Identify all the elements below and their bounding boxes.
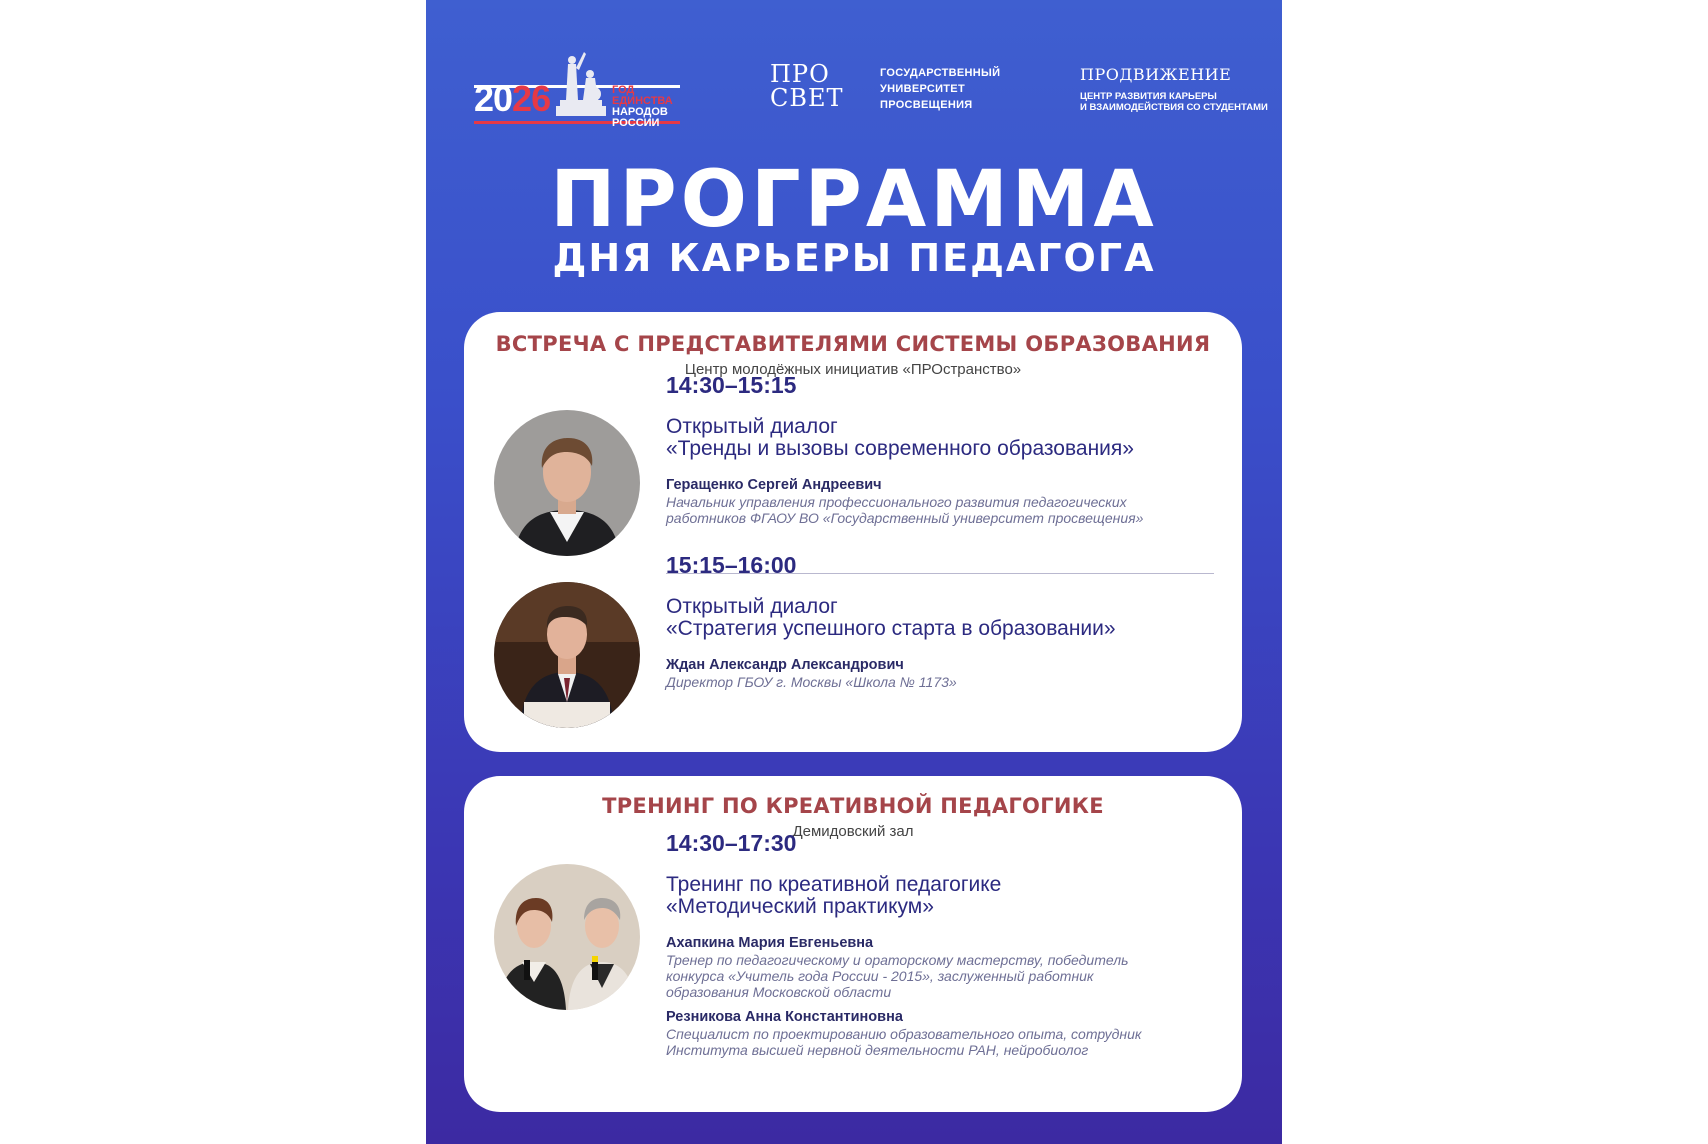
section-location: Демидовский зал [792, 823, 914, 840]
speakers-photo-training [494, 864, 640, 1010]
speaker-name: Геращенко Сергей Андреевич [666, 477, 882, 493]
training-session [666, 806, 1222, 1058]
speaker-role: Тренер по педагогическому и ораторскому мастерству, победитель конкурса «Учитель года России - 2015», заслуженный работник образования Московской области [666, 952, 1129, 1000]
session-title: Тренинг по креативной педагогике «Методический практикум» [666, 873, 1002, 918]
session-time: 14:30–17:30 [666, 830, 797, 856]
session-title: Открытый диалог «Стратегия успешного старта в образовании» [666, 595, 1116, 640]
speaker-role: Директор ГБОУ г. Москвы «Школа № 1173» [666, 674, 957, 690]
prosvet-text: ГОСУДАРСТВЕННЫЙ УНИВЕРСИТЕТ ПРОСВЕЩЕНИЯ [880, 67, 1001, 111]
page-title: ПРОГРАММА [550, 155, 1158, 245]
monument-icon [550, 48, 612, 122]
logo-year: 2026 [474, 78, 551, 119]
session-time: 15:15–16:00 [666, 552, 797, 578]
speaker-role: Специалист по проектированию образовательного опыта, сотрудник Института высшей нервной деятельности РАН, нейробиолог [666, 1026, 1142, 1058]
speaker-photo-gerashchenko [494, 410, 640, 556]
logo-year-text: ГОД ЕДИНСТВА НАРОДОВ РОССИИ [612, 84, 673, 129]
poster [426, 0, 1282, 1144]
section-location: Центр молодёжных инициатив «ПРОстранство» [684, 361, 1022, 378]
prosvet-mark: ПРО СВЕТ [770, 60, 844, 112]
speaker-name: Ахапкина Мария Евгеньевна [666, 935, 874, 951]
header-logos [426, 40, 1282, 130]
speaker-role: Начальник управления профессионального развития педагогических работников ФГАОУ ВО «Государственный университет просвещения» [666, 494, 1144, 526]
prosvet-university-logo [770, 62, 1000, 122]
session-title: Открытый диалог «Тренды и вызовы современного образования» [666, 415, 1134, 460]
speaker-name: Ждан Александр Александрович [666, 657, 904, 673]
prodvizhenie-mark: ПРОДВИЖЕНИЕ [1080, 65, 1232, 84]
year-of-unity-logo [474, 48, 684, 130]
page-subtitle: ДНЯ КАРЬЕРЫ ПЕДАГОГА [552, 236, 1156, 280]
session-2 [666, 552, 1222, 690]
speaker-photo-zhdan [494, 582, 640, 728]
section-meeting-card [464, 312, 1242, 752]
section-title: ВСТРЕЧА С ПРЕДСТАВИТЕЛЯМИ СИСТЕМЫ ОБРАЗОВАНИЯ [495, 332, 1211, 356]
prodvizhenie-subtitle: ЦЕНТР РАЗВИТИЯ КАРЬЕРЫ И ВЗАИМОДЕЙСТВИЯ СО СТУДЕНТАМИ [1080, 91, 1268, 113]
speaker-name: Резникова Анна Константиновна [666, 1009, 903, 1025]
prodvizhenie-logo [1080, 65, 1270, 125]
section-title: ТРЕНИНГ ПО КРЕАТИВНОЙ ПЕДАГОГИКЕ [602, 794, 1104, 818]
section-training-card [464, 776, 1242, 1112]
session-time: 14:30–15:15 [666, 372, 797, 398]
session-1 [666, 372, 1222, 526]
